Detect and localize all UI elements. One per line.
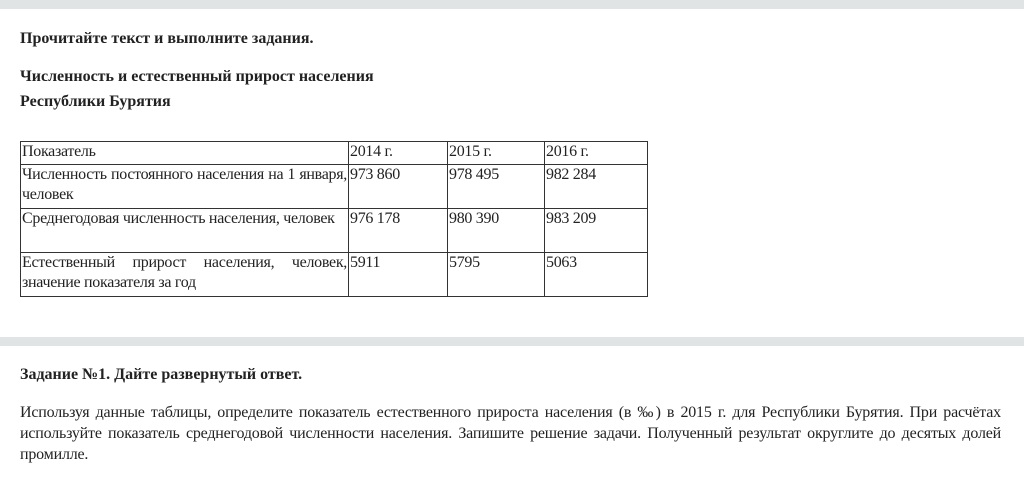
table-title-line1: Численность и естественный прирост населения (20, 68, 374, 85)
value-cell: 978 495 (448, 165, 545, 209)
task-text: Используя данные таблицы, определите показатель естественного прироста населения (в ‰) в 2015 г. для Республики Бурятия. При расчётах используйте показатель среднегодовой численности населения. Запишите решение задачи. Полученный результат округлите до десятых долей промилле. (20, 404, 1001, 463)
value-cell: 973 860 (349, 165, 448, 209)
population-table (20, 141, 648, 297)
table-header-row (21, 142, 648, 165)
table-title-line2: Республики Бурятия (20, 93, 171, 110)
indicator-cell: Среднегодовая численность населения, человек (21, 209, 349, 253)
value-cell: 5795 (448, 253, 545, 297)
header-cell: 2014 г. (349, 142, 448, 165)
header-cell: 2016 г. (545, 142, 648, 165)
task-title: Задание №1. Дайте развернутый ответ. (20, 366, 303, 383)
table-row (21, 209, 648, 253)
indicator-cell: Численность постоянного населения на 1 января, человек (21, 165, 349, 209)
table-row (21, 165, 648, 209)
value-cell: 5911 (349, 253, 448, 297)
instruction: Прочитайте текст и выполните задания. (20, 30, 314, 47)
value-cell: 5063 (545, 253, 648, 297)
value-cell: 980 390 (448, 209, 545, 253)
value-cell: 976 178 (349, 209, 448, 253)
table-row (21, 253, 648, 297)
top-divider (0, 0, 1024, 9)
section-divider (0, 337, 1024, 346)
header-cell: 2015 г. (448, 142, 545, 165)
header-cell: Показатель (21, 142, 349, 165)
value-cell: 983 209 (545, 209, 648, 253)
value-cell: 982 284 (545, 165, 648, 209)
indicator-cell: Естественный прирост населения, человек, значение показателя за год (21, 253, 349, 297)
